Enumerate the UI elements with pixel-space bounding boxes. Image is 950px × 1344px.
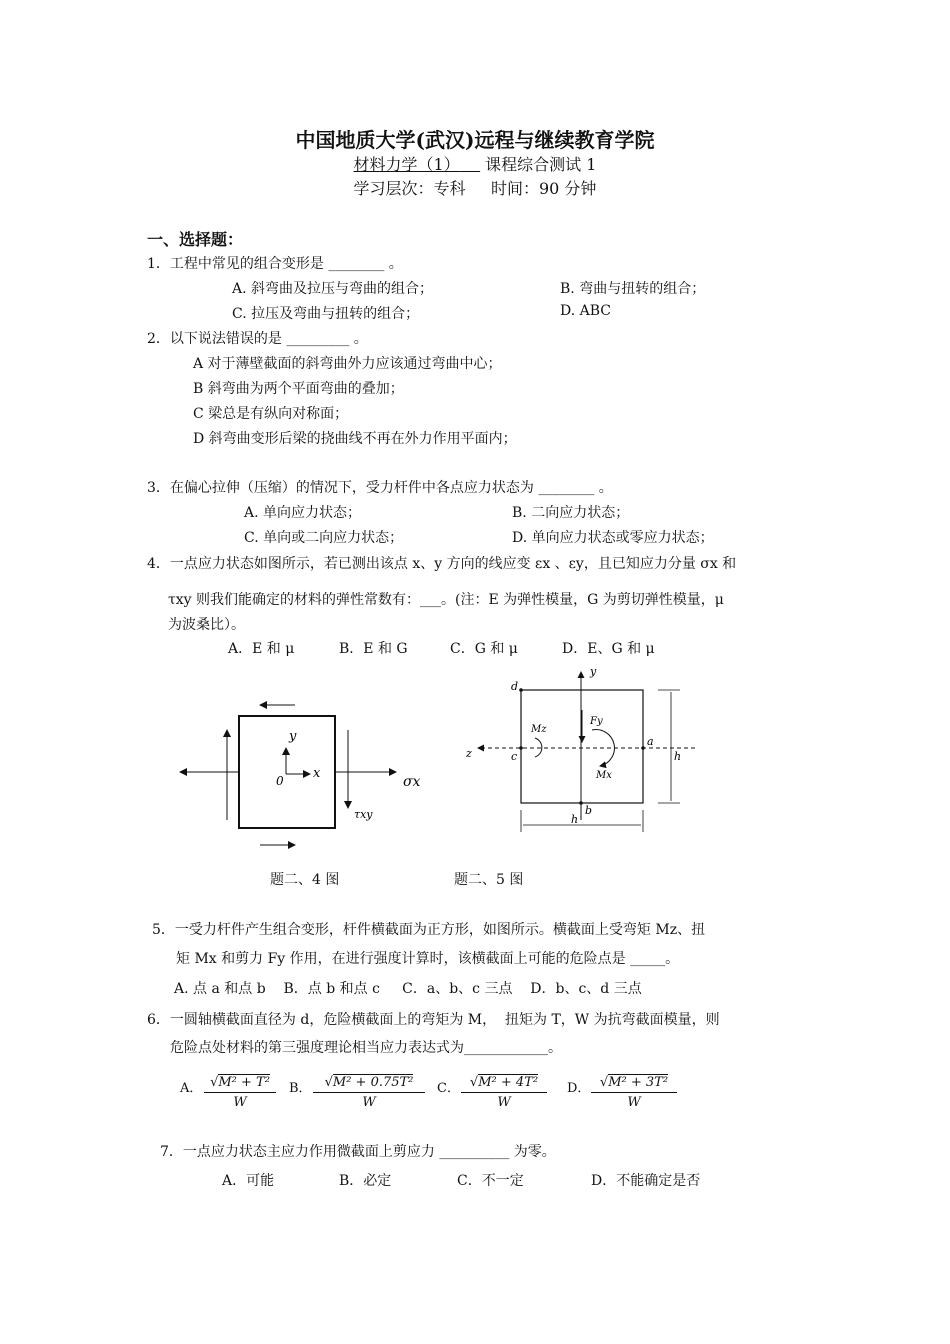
course-suffix: 课程综合测试 1 <box>485 155 597 174</box>
label-x: x <box>313 766 321 781</box>
label-d: d <box>511 680 519 693</box>
q6-option-b-label: B． <box>289 1081 312 1096</box>
label-b: b <box>585 804 593 817</box>
q4-option-a: A．E 和 μ <box>228 641 295 657</box>
q1-option-a: A. 斜弯曲及拉压与弯曲的组合； <box>232 281 434 297</box>
sqrt-icon: √ <box>324 1075 333 1090</box>
sqrt-icon: √ <box>210 1075 219 1090</box>
q1-option-c: C. 拉压及弯曲与扭转的组合； <box>232 306 420 322</box>
q6-option-c-label: C． <box>437 1081 460 1096</box>
point-b <box>579 801 583 805</box>
q3-option-d: D. 单向应力状态或零应力状态； <box>512 530 714 546</box>
q4-line1: 4．一点应力状态如图所示，若已测出该点 x、y 方向的线应变 εx 、εy，且已知应力分量 σx 和 <box>147 556 737 572</box>
q5-line1: 5．一受力杆件产生组合变形，杆件横截面为正方形，如图所示。横截面上受弯矩 Mz、扭 <box>152 922 706 938</box>
q6-option-c-denominator: W <box>497 1095 511 1110</box>
q4-line2: τxy 则我们能确定的材料的弹性常数有：___。(注：E 为弹性模量，G 为剪切弹性模量，μ <box>168 592 724 608</box>
q7-option-d: D．不能确定是否 <box>591 1173 701 1189</box>
q6-option-d-label: D． <box>567 1081 591 1096</box>
course-line <box>0 152 950 175</box>
q2-option-b: B 斜弯曲为两个平面弯曲的叠加； <box>193 381 404 397</box>
point-c <box>519 746 523 750</box>
label-fy: Fy <box>590 716 603 727</box>
q5-line2: 矩 Mx 和剪力 Fy 作用，在进行强度计算时，该横截面上可能的危险点是 _____。 <box>176 951 680 967</box>
q3-option-a: A. 单向应力状态； <box>244 505 362 521</box>
label-mx: Mx <box>596 770 612 781</box>
q2-option-d: D 斜弯曲变形后梁的挠曲线不再在外力作用平面内； <box>193 431 517 447</box>
section-heading: 一、选择题： <box>147 230 244 249</box>
q7-option-b: B．必定 <box>339 1173 392 1189</box>
label-y: y <box>289 729 297 744</box>
label-h-bottom: h <box>571 813 579 826</box>
q1-stem: 1．工程中常见的组合变形是 ________ 。 <box>147 256 403 272</box>
label-mz: Mz <box>531 724 547 735</box>
q7-stem: 7．一点应力状态主应力作用微截面上剪应力 __________ 为零。 <box>160 1144 556 1160</box>
point-a <box>641 746 645 750</box>
q3-option-c: C. 单向或二向应力状态； <box>244 530 404 546</box>
label-z: z <box>466 747 472 760</box>
q6-option-a-denominator: W <box>233 1095 247 1110</box>
q5-options: A. 点 a 和点 b B．点 b 和点 c C．a、b、c 三点 D．b、c、d 三点 <box>174 981 642 997</box>
q4-line3: 为波桑比）。 <box>168 617 245 633</box>
q3-option-b: B. 二向应力状态； <box>512 505 630 521</box>
figure-q4-stress-element <box>170 690 430 865</box>
q2-option-a: A 对于薄壁截面的斜弯曲外力应该通过弯曲中心； <box>193 356 502 372</box>
q1-option-d: D. ABC <box>560 303 611 319</box>
stress-element-square <box>239 716 335 828</box>
label-origin: 0 <box>276 774 284 788</box>
q2-stem: 2．以下说法错误的是 _________ 。 <box>147 331 368 347</box>
q6-option-a-numerator: M² + T² <box>218 1075 270 1090</box>
q3-stem: 3．在偏心拉伸（压缩）的情况下，受力杆件中各点应力状态为 ________ 。 <box>147 480 613 496</box>
q6-option-d-denominator: W <box>627 1095 641 1110</box>
q7-option-a: A．可能 <box>222 1173 275 1189</box>
label-c: c <box>511 750 518 763</box>
q4-option-d: D．E、G 和 μ <box>562 641 655 657</box>
q6-line1: 6．一圆轴横截面直径为 d，危险横截面上的弯矩为 M， 扭矩为 T，W 为抗弯截面模量，则 <box>147 1012 720 1028</box>
label-sigma-x: σx <box>403 774 421 790</box>
label-h-right: h <box>674 750 682 763</box>
q6-option-c-numerator: M² + 4T² <box>478 1075 539 1090</box>
q2-option-c: C 梁总是有纵向对称面； <box>193 406 349 422</box>
q7-option-c: C．不一定 <box>457 1173 524 1189</box>
point-d <box>519 688 523 692</box>
sqrt-icon: √ <box>469 1075 479 1090</box>
figure-q5-cross-section <box>460 660 705 860</box>
q6-option-d-numerator: M² + 3T² <box>608 1075 669 1090</box>
q6-line2: 危险点处材料的第三强度理论相当应力表达式为____________。 <box>170 1040 562 1056</box>
page-title: 中国地质大学(武汉)远程与继续教育学院 <box>295 128 655 152</box>
label-a: a <box>647 735 654 748</box>
level-info: 学习层次：专科 时间：90 分钟 <box>353 179 597 198</box>
sqrt-icon: √ <box>599 1075 609 1090</box>
q4-option-c: C．G 和 μ <box>450 641 518 657</box>
q1-option-b: B. 弯曲与扭转的组合； <box>560 281 706 297</box>
q6-option-b-denominator: W <box>362 1095 376 1110</box>
figure-q5-caption: 题二、5 图 <box>454 872 524 888</box>
label-y: y <box>590 665 597 678</box>
label-tau-xy: τxy <box>354 808 373 821</box>
q6-option-a-label: A． <box>180 1081 203 1096</box>
q6-option-b-numerator: M² + 0.75T² <box>332 1075 414 1090</box>
q4-option-b: B．E 和 G <box>339 641 408 657</box>
square-section <box>521 690 643 803</box>
figure-q4-caption: 题二、4 图 <box>270 872 340 888</box>
course-name: 材料力学（1） <box>353 155 460 174</box>
